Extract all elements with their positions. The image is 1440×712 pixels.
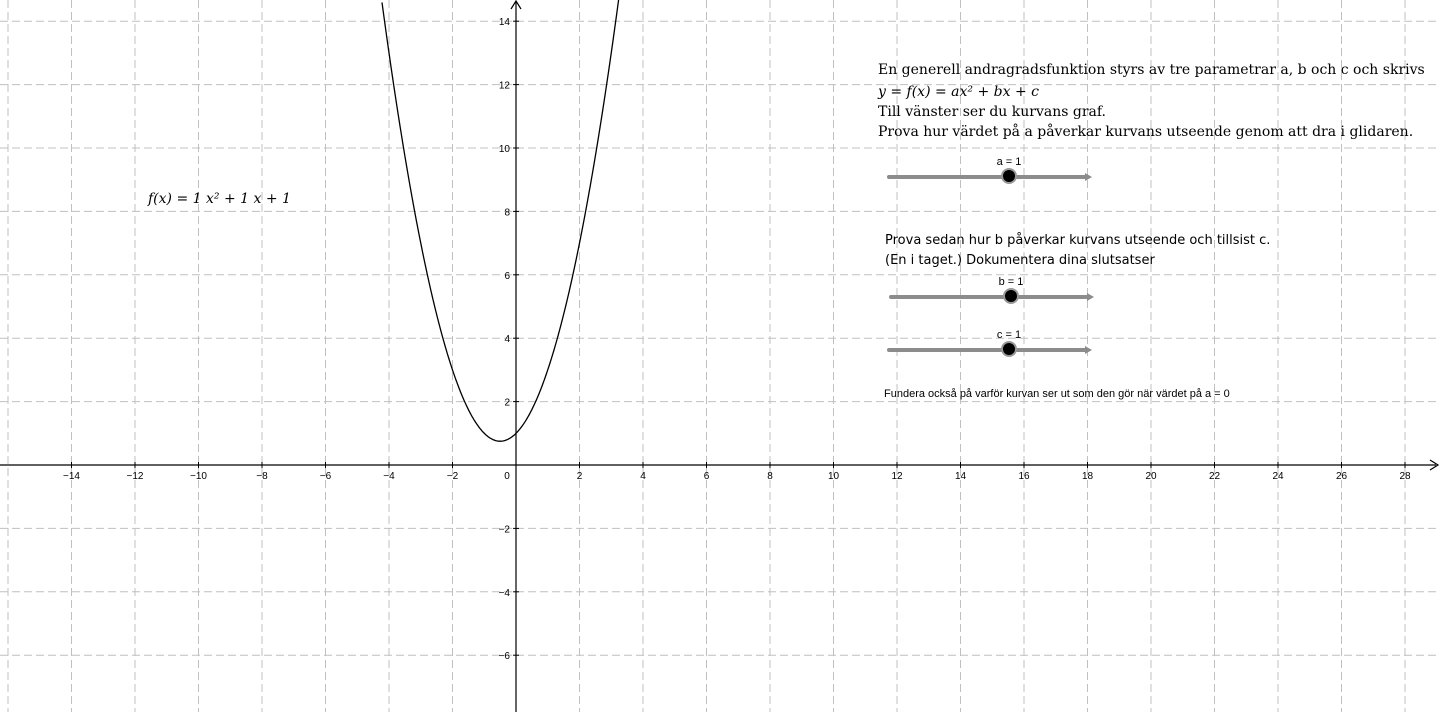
x-tick-label: 8 [767, 471, 773, 482]
x-tick-label: −4 [383, 471, 395, 482]
x-tick-label: 12 [891, 471, 903, 482]
y-tick-label: 12 [498, 80, 510, 92]
x-tick-label: 0 [504, 471, 510, 482]
x-tick-label: 14 [954, 471, 967, 482]
y-tick-label: 10 [498, 144, 510, 155]
slider-b-arrow [1087, 293, 1094, 301]
slider-a-knob[interactable] [1001, 168, 1017, 184]
note-text: Fundera också på varför kurvan ser ut som den gör när värdet på a = 0 [884, 388, 1230, 400]
x-tick-label: −6 [319, 471, 332, 482]
slider-c-knob[interactable] [1001, 341, 1017, 357]
y-tick-label: −4 [498, 587, 510, 599]
function-label: f(x) = 1 x² + 1 x + 1 [148, 191, 291, 207]
slider-a-label: a = 1 [996, 156, 1022, 168]
x-tick-label: 22 [1208, 471, 1221, 482]
x-tick-label: 18 [1081, 471, 1094, 482]
x-tick-label: 10 [827, 471, 840, 482]
slider-a-arrow [1085, 173, 1092, 181]
intro-text-line1: En generell andragradsfunktion styrs av tre parametrar a, b och c och skrivs [878, 62, 1425, 78]
y-tick-label: 6 [504, 270, 510, 282]
y-axis-tick-labels [499, 17, 511, 662]
slider-b-label: b = 1 [998, 276, 1024, 288]
x-tick-label: 26 [1335, 471, 1348, 482]
slider-c-label: c = 1 [996, 329, 1022, 341]
y-tick-label: 2 [504, 397, 510, 409]
axes [0, 1, 1438, 712]
x-tick-label: 2 [576, 471, 583, 482]
intro-text-line3: Till vänster ser du kurvans graf. [878, 104, 1107, 120]
y-tick-label: 8 [504, 207, 510, 219]
slider-c[interactable] [887, 329, 1097, 369]
slider-c-track[interactable] [887, 348, 1087, 352]
y-tick-label: −2 [498, 524, 510, 536]
x-tick-label: −14 [63, 471, 80, 482]
y-tick-label: −6 [498, 651, 510, 663]
y-tick-label: 14 [498, 17, 510, 29]
instruction-line1: Prova sedan hur b påverkar kurvans utseende och tillsist c. [885, 233, 1271, 248]
slider-b[interactable] [889, 276, 1099, 316]
slider-a-track[interactable] [887, 175, 1087, 179]
slider-b-knob[interactable] [1003, 288, 1019, 304]
x-tick-label: −8 [256, 471, 268, 482]
x-tick-label: −12 [126, 471, 144, 482]
x-tick-label: 16 [1018, 471, 1030, 482]
function-graph[interactable] [382, 0, 619, 441]
slider-c-arrow [1085, 346, 1092, 354]
slider-b-track[interactable] [889, 295, 1089, 299]
x-tick-label: 20 [1145, 471, 1157, 482]
x-axis-tick-labels [63, 471, 1411, 482]
instruction-line2: (En i taget.) Dokumentera dina slutsatser [885, 253, 1155, 268]
x-tick-label: −10 [190, 471, 207, 482]
x-tick-label: 6 [703, 471, 710, 482]
intro-text-line4: Prova hur värdet på a påverkar kurvans utseende genom att dra i glidaren. [878, 124, 1414, 140]
x-tick-label: −2 [446, 471, 459, 482]
slider-a[interactable] [887, 156, 1097, 196]
x-tick-label: 28 [1399, 471, 1411, 482]
y-tick-label: 4 [504, 334, 510, 346]
x-tick-label: 4 [640, 471, 646, 482]
x-tick-label: 24 [1272, 471, 1284, 482]
general-formula: y = f(x) = ax² + bx + c [878, 84, 1039, 100]
